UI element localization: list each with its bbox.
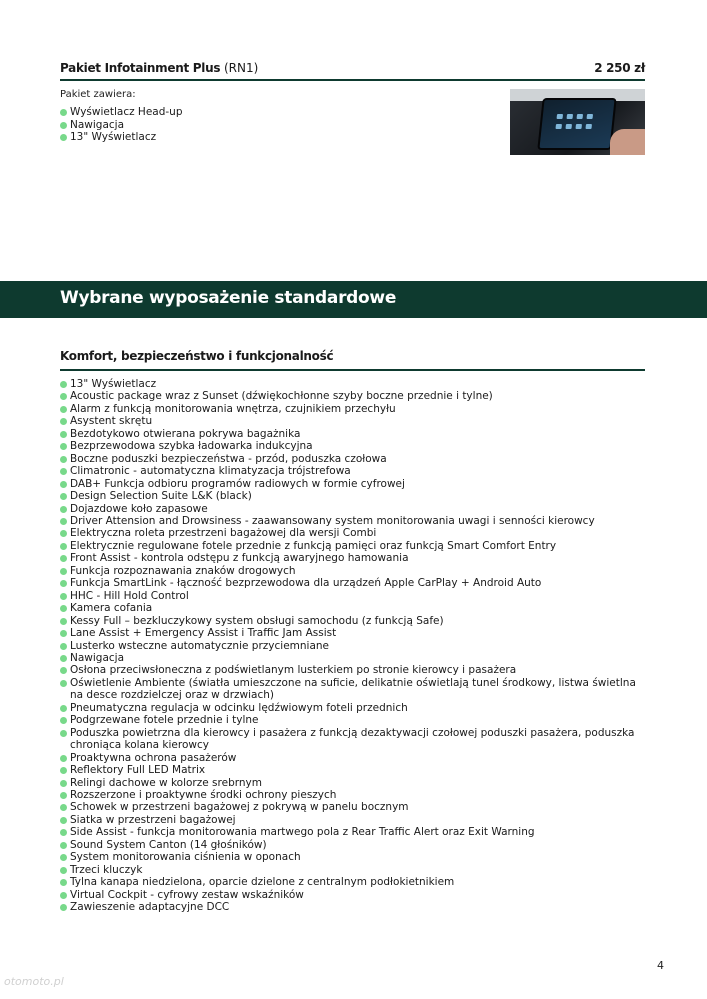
list-item-text: Bezdotykowo otwierana pokrywa bagażnika (70, 427, 301, 440)
bullet-dot-icon (60, 867, 67, 874)
standard-equipment-banner (0, 281, 707, 318)
list-item (60, 864, 645, 876)
list-item (60, 119, 183, 132)
bullet-dot-icon (60, 568, 67, 575)
bullet-dot-icon (60, 717, 67, 724)
list-item (60, 727, 645, 752)
bullet-dot-icon (60, 630, 67, 637)
bullet-dot-icon (60, 593, 67, 600)
list-item (60, 540, 645, 552)
section-header (60, 347, 645, 371)
list-item (60, 801, 645, 813)
list-item (60, 453, 645, 465)
bullet-dot-icon (60, 892, 67, 899)
list-item-text: Front Assist - kontrola odstępu z funkcją awaryjnego hamowania (70, 552, 409, 565)
list-item (60, 478, 645, 490)
bullet-dot-icon (60, 443, 67, 450)
list-item-text: Wyświetlacz Head-up (70, 106, 183, 118)
list-item (60, 465, 645, 477)
list-item (60, 577, 645, 589)
bullet-dot-icon (60, 122, 67, 129)
bullet-dot-icon (60, 854, 67, 861)
list-item (60, 415, 645, 427)
list-item-text: 13" Wyświetlacz (70, 131, 157, 144)
package-name: Pakiet Infotainment Plus (60, 61, 221, 75)
list-item-text: Boczne poduszki bezpieczeństwa - przód, poduszka czołowa (70, 452, 387, 465)
list-item-text: HHC - Hill Hold Control (70, 589, 189, 602)
list-item-text: Lusterko wsteczne automatycznie przyciemniane (70, 639, 330, 652)
list-item (60, 652, 645, 664)
bullet-dot-icon (60, 493, 67, 500)
list-item (60, 664, 645, 676)
bullet-dot-icon (60, 804, 67, 811)
list-item (60, 627, 645, 639)
list-item-text: Siatka w przestrzeni bagażowej (70, 813, 236, 826)
package-price: 2 250 zł (594, 61, 645, 75)
bullet-dot-icon (60, 481, 67, 488)
list-item (60, 826, 645, 838)
banner-title: Wybrane wyposażenie standardowe (60, 288, 397, 308)
section-title: Komfort, bezpieczeństwo i funkcjonalność (60, 349, 334, 363)
list-item (60, 714, 645, 726)
list-item-text: Tylna kanapa niedzielona, oparcie dzielone z centralnym podłokietnikiem (70, 876, 455, 889)
bullet-dot-icon (60, 518, 67, 525)
list-item-text: Funkcja rozpoznawania znaków drogowych (70, 564, 296, 577)
list-item-text: Kessy Full – bezkluczykowy system obsługi samochodu (z funkcją Safe) (70, 614, 444, 627)
list-item-text: Zawieszenie adaptacyjne DCC (70, 901, 230, 914)
bullet-dot-icon (60, 431, 67, 438)
bullet-dot-icon (60, 655, 67, 662)
bullet-dot-icon (60, 667, 67, 674)
standard-equipment-list (60, 378, 645, 913)
bullet-dot-icon (60, 618, 67, 625)
list-item (60, 131, 183, 144)
list-item-text: Asystent skrętu (70, 415, 153, 428)
bullet-dot-icon (60, 842, 67, 849)
bullet-dot-icon (60, 643, 67, 650)
package-header (60, 59, 645, 81)
bullet-dot-icon (60, 705, 67, 712)
list-item-text: Elektryczna roleta przestrzeni bagażowej dla wersji Combi (70, 527, 377, 540)
list-item-text: Nawigacja (70, 118, 125, 131)
list-item-text: Relingi dachowe w kolorze srebrnym (70, 776, 262, 789)
bullet-dot-icon (60, 393, 67, 400)
list-item (60, 752, 645, 764)
list-item-text: Acoustic package wraz z Sunset (dźwiękochłonne szyby boczne przednie i tylne) (70, 390, 493, 403)
list-item-text: Poduszka powietrzna dla kierowcy i pasażera z funkcją dezaktywacji czołowej poduszki pasażera, poduszka chroniąca kolana kierowcy (70, 726, 635, 752)
package-title (60, 61, 258, 75)
list-item-text: Podgrzewane fotele przednie i tylne (70, 714, 259, 727)
bullet-dot-icon (60, 406, 67, 413)
list-item (60, 889, 645, 901)
bullet-dot-icon (60, 134, 67, 141)
list-item-text: Climatronic - automatyczna klimatyzacja trójstrefowa (70, 465, 351, 478)
bullet-dot-icon (60, 829, 67, 836)
list-item-text: Virtual Cockpit - cyfrowy zestaw wskaźników (70, 888, 304, 901)
list-item-text: Rozszerzone i proaktywne środki ochrony pieszych (70, 788, 337, 801)
list-item (60, 677, 645, 702)
bullet-dot-icon (60, 767, 67, 774)
list-item-text: Sound System Canton (14 głośników) (70, 838, 267, 851)
list-item-text: DAB+ Funkcja odbioru programów radiowych w formie cyfrowej (70, 477, 405, 490)
bullet-dot-icon (60, 555, 67, 562)
list-item-text: Driver Attension and Drowsiness - zaawansowany system monitorowania uwagi i senności kierowcy (70, 514, 595, 527)
list-item (60, 403, 645, 415)
list-item (60, 515, 645, 527)
list-item (60, 839, 645, 851)
list-item-text: Alarm z funkcją monitorowania wnętrza, czujnikiem przechyłu (70, 402, 396, 415)
list-item-text: Nawigacja (70, 651, 125, 664)
list-item (60, 106, 183, 119)
bullet-dot-icon (60, 755, 67, 762)
watermark: otomoto.pl (4, 975, 64, 988)
bullet-dot-icon (60, 506, 67, 513)
list-item (60, 876, 645, 888)
list-item (60, 565, 645, 577)
bullet-dot-icon (60, 904, 67, 911)
list-item-text: System monitorowania ciśnienia w oponach (70, 851, 301, 864)
list-item (60, 490, 645, 502)
list-item (60, 814, 645, 826)
bullet-dot-icon (60, 817, 67, 824)
list-item (60, 702, 645, 714)
infotainment-image (510, 89, 645, 155)
list-item (60, 590, 645, 602)
list-item (60, 552, 645, 564)
bullet-dot-icon (60, 381, 67, 388)
list-item-text: Oświetlenie Ambiente (światła umieszczone na suficie, delikatnie oświetlają tunel środkowy, listwa świetlna na desce rozdzielczej oraz w drzwiach) (70, 676, 636, 702)
list-item (60, 428, 645, 440)
list-item (60, 640, 645, 652)
list-item-text: Dojazdowe koło zapasowe (70, 502, 208, 515)
hand-shape (610, 129, 645, 155)
bullet-dot-icon (60, 580, 67, 587)
list-item-text: Funkcja SmartLink - łączność bezprzewodowa dla urządzeń Apple CarPlay + Android Auto (70, 577, 542, 590)
list-item-text: 13" Wyświetlacz (70, 378, 157, 390)
package-contains-label: Pakiet zawiera: (60, 89, 136, 100)
list-item-text: Osłona przeciwsłoneczna z podświetlanym lusterkiem po stronie kierowcy i pasażera (70, 664, 517, 677)
bullet-dot-icon (60, 543, 67, 550)
list-item (60, 440, 645, 452)
bullet-dot-icon (60, 109, 67, 116)
list-item-text: Trzeci kluczyk (70, 863, 143, 876)
package-items-list (60, 106, 183, 144)
list-item-text: Proaktywna ochrona pasażerów (70, 751, 237, 764)
list-item-text: Pneumatyczna regulacja w odcinku lędźwiowym foteli przednich (70, 701, 408, 714)
list-item-text: Side Assist - funkcja monitorowania martwego pola z Rear Traffic Alert oraz Exit Warning (70, 826, 535, 839)
list-item-text: Design Selection Suite L&K (black) (70, 490, 252, 503)
list-item-text: Elektrycznie regulowane fotele przednie z funkcją pamięci oraz funkcją Smart Comfort Entry (70, 539, 557, 552)
list-item (60, 602, 645, 614)
bullet-dot-icon (60, 456, 67, 463)
bullet-dot-icon (60, 780, 67, 787)
list-item (60, 901, 645, 913)
bullet-dot-icon (60, 879, 67, 886)
list-item (60, 789, 645, 801)
list-item (60, 615, 645, 627)
list-item (60, 764, 645, 776)
bullet-dot-icon (60, 680, 67, 687)
list-item (60, 527, 645, 539)
list-item-text: Lane Assist + Emergency Assist i Traffic Jam Assist (70, 627, 337, 640)
list-item-text: Reflektory Full LED Matrix (70, 764, 206, 777)
list-item-text: Bezprzewodowa szybka ładowarka indukcyjna (70, 440, 313, 453)
bullet-dot-icon (60, 418, 67, 425)
package-code: (RN1) (220, 61, 259, 75)
page-number: 4 (657, 959, 664, 972)
list-item (60, 378, 645, 390)
list-item (60, 777, 645, 789)
bullet-dot-icon (60, 605, 67, 612)
list-item-text: Schowek w przestrzeni bagażowej z pokrywą w panelu bocznym (70, 801, 409, 814)
list-item (60, 503, 645, 515)
list-item (60, 390, 645, 402)
bullet-dot-icon (60, 730, 67, 737)
bullet-dot-icon (60, 792, 67, 799)
infotainment-screen (537, 98, 616, 150)
list-item (60, 851, 645, 863)
bullet-dot-icon (60, 530, 67, 537)
bullet-dot-icon (60, 468, 67, 475)
list-item-text: Kamera cofania (70, 602, 153, 615)
